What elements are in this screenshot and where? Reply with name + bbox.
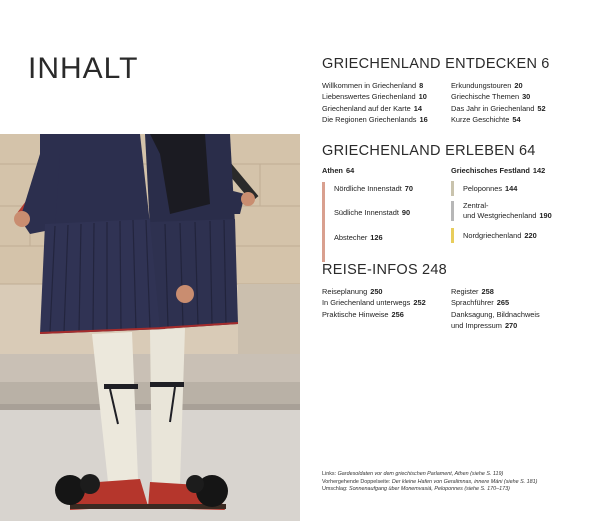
section-erleben-heading[interactable] [322,143,580,159]
toc-entry[interactable]: Danksagung, Bildnachweis [451,309,540,319]
festland-heading[interactable]: Griechisches Festland 142 [451,166,546,175]
toc-entry[interactable]: Praktische Hinweise 256 [322,309,404,319]
athen-bar [322,182,325,262]
toc-entry[interactable]: Nördliche Innenstadt 70 [334,184,414,193]
toc-entry[interactable]: Nordgriechenland 220 [451,231,580,241]
toc-entry[interactable]: Liebenswertes Griechenland 10 [322,92,427,102]
nord-bar [451,228,454,243]
toc-entry[interactable]: Sprachführer 265 [451,298,510,308]
peloponnes-bar [451,181,454,196]
section-erleben [322,143,580,243]
toc-entry[interactable]: Register 258 [451,287,494,296]
toc-entry[interactable]: Griechenland auf der Karte 14 [322,103,422,113]
entdecken-left-list [322,80,451,125]
section-infos [322,262,580,331]
section-title: GRIECHENLAND ERLEBEN [322,143,515,159]
toc-entry[interactable]: und Impressum 270 [451,320,518,330]
athen-group [322,166,451,243]
infos-right-list [451,286,580,331]
section-page: 64 [518,143,536,159]
toc-entry[interactable]: Das Jahr in Griechenland 52 [451,103,546,113]
photo-caption: Links: Gardesoldaten vor dem griechischen Parlament, Athen (siehe S. 119) Vorhergehende Doppelseite: Der kleine Hafen von Geralimnas, innere Máni (siehe S. 181) Umschlag: Sonnenaufgang über Monemvasiá, Peloponnes (siehe S. 170–173) [322,471,538,493]
section-page: 248 [421,262,448,278]
entdecken-right-list [451,80,580,125]
section-page: 6 [541,56,550,72]
section-title: GRIECHENLAND ENTDECKEN [322,56,538,72]
toc-entry[interactable]: Peloponnes 144 [451,184,580,194]
toc-entry[interactable]: Die Regionen Griechenlands 16 [322,114,428,124]
festland-group [451,166,580,243]
toc-entry[interactable]: Südliche Innenstadt 90 [334,208,411,217]
section-entdecken [322,56,580,125]
zentral-bar [451,201,454,221]
toc-entry[interactable]: Griechische Themen 30 [451,92,531,102]
toc-entry[interactable]: Abstecher 126 [334,233,383,242]
toc-entry[interactable]: Kurze Geschichte 54 [451,114,521,124]
toc-entry[interactable]: Erkundungstouren 20 [451,81,523,90]
section-entdecken-heading[interactable] [322,56,580,72]
guards-photo [0,134,300,521]
toc-entry[interactable]: Zentral- und Westgriechenland 190 [451,201,580,221]
toc-entry[interactable]: Willkommen in Griechenland 8 [322,81,424,90]
toc-entry[interactable]: Reiseplanung 250 [322,287,383,296]
toc-entry[interactable]: In Griechenland unterwegs 252 [322,298,426,308]
infos-left-list [322,286,451,331]
page-title: INHALT [28,52,139,85]
athen-heading[interactable]: Athen 64 [322,166,355,175]
section-infos-heading[interactable] [322,262,580,278]
section-title: REISE-INFOS [322,262,418,278]
